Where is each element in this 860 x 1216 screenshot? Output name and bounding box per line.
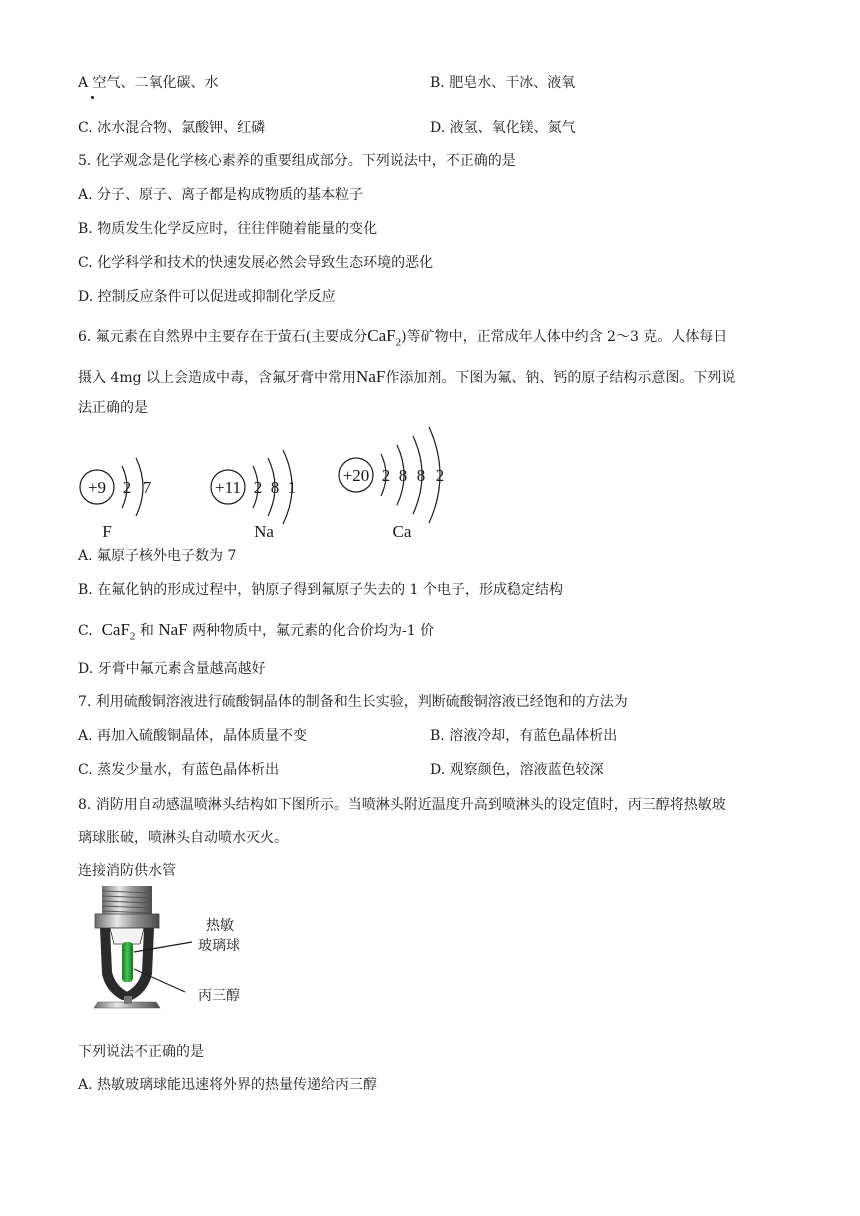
q5-option-b: B. 物质发生化学反应时，往往伴随着能量的变化	[78, 221, 378, 237]
q6-option-c-text: 两种物质中，氟元素的化合价均为-1 价	[192, 623, 435, 639]
q6-option-c-and: 和	[139, 623, 154, 639]
q6-option-c	[78, 620, 434, 646]
q7-option-c: C. 蒸发少量水，有蓝色晶体析出	[78, 762, 280, 778]
q6-stem-line1	[78, 326, 727, 352]
element-symbol-f: F	[102, 522, 112, 541]
q6-stem2-a: 摄入 4mg 以上会造成中毒，含氟牙膏中常用	[78, 370, 357, 386]
mark-dot	[91, 96, 94, 99]
nucleus-charge-ca: +20	[342, 466, 370, 485]
q4-option-a: A 空气、二氧化碳、水	[78, 75, 219, 91]
label-glass-bulb: 玻璃球	[198, 939, 240, 954]
q8-figure-title: 连接消防供水管	[78, 863, 176, 879]
label-glycerol: 丙三醇	[198, 989, 240, 1004]
nucleus-charge-f: +9	[87, 478, 107, 497]
element-symbol-na: Na	[254, 522, 274, 541]
shell-count-ca-1: 2	[381, 466, 391, 485]
q8-stem-line2: 璃球胀破，喷淋头自动喷水灭火。	[78, 830, 288, 846]
q7-option-a: A. 再加入硫酸铜晶体，晶体质量不变	[78, 728, 308, 744]
q7-stem: 7. 利用硫酸铜溶液进行硫酸铜晶体的制备和生长实验，判断硫酸铜溶液已经饱和的方法为	[78, 694, 628, 710]
q4-option-d: D. 液氢、氧化镁、氮气	[430, 120, 576, 136]
shell-count-ca-3: 8	[416, 466, 426, 485]
q5-option-d: D. 控制反应条件可以促进或抑制化学反应	[78, 289, 336, 305]
q4-option-c: C. 冰水混合物、氯酸钾、红磷	[78, 120, 266, 136]
shell-count-na-2: 8	[270, 478, 280, 497]
shell-count-f-1: 2	[122, 478, 132, 497]
formula-caf2: CaF$_2$	[367, 326, 402, 349]
sprinkler-head-illustration	[80, 884, 260, 1029]
q6-option-b: B. 在氟化钠的形成过程中，钠原子得到氟原子失去的 1 个电子，形成稳定结构	[78, 582, 563, 598]
shell-count-ca-4: 2	[435, 466, 445, 485]
q6-option-a: A. 氟原子核外电子数为 7	[78, 548, 237, 564]
q6-option-c-label: C.	[78, 623, 93, 639]
element-symbol-ca: Ca	[392, 522, 412, 541]
q6-stem2-b: 作添加剂。下图为氟、钠、钙的原子结构示意图。下列说	[385, 370, 736, 386]
q7-option-d: D. 观察颜色，溶液蓝色较深	[430, 762, 604, 778]
q6-stem1-b: )等矿物中，正常成年人体中约含 2～3 克。人体每日	[401, 329, 728, 345]
q5-option-c: C. 化学科学和技术的快速发展必然会导致生态环境的恶化	[78, 255, 434, 271]
q6-stem-line2	[78, 367, 735, 388]
shell-count-na-3: 1	[287, 478, 297, 497]
shell-count-ca-2: 8	[398, 466, 408, 485]
label-heat-sensitive: 热敏	[206, 919, 234, 934]
formula-naf: NaF	[356, 367, 386, 386]
q8-question: 下列说法不正确的是	[78, 1044, 204, 1060]
atom-structure-diagrams	[70, 420, 470, 545]
q6-stem-line3: 法正确的是	[78, 400, 148, 416]
formula-caf2-option: CaF$_2$	[101, 620, 136, 643]
q6-stem1-a: 6. 氟元素在自然界中主要存在于萤石(主要成分	[78, 329, 368, 345]
q8-stem-line1: 8. 消防用自动感温喷淋头结构如下图所示。当喷淋头附近温度升高到喷淋头的设定值时，丙三醇将热敏玻	[78, 797, 726, 813]
q5-option-a: A. 分子、原子、离子都是构成物质的基本粒子	[78, 187, 364, 203]
nucleus-charge-na: +11	[215, 478, 241, 497]
q7-option-b: B. 溶液冷却，有蓝色晶体析出	[430, 728, 618, 744]
shell-count-f-2: 7	[142, 478, 152, 497]
pointer-bulb	[134, 942, 192, 952]
q4-option-b: B. 肥皂水、干冰、液氧	[430, 75, 576, 91]
q6-option-d: D. 牙膏中氟元素含量越高越好	[78, 661, 266, 677]
q5-stem: 5. 化学观念是化学核心素养的重要组成部分。下列说法中，不正确的是	[78, 153, 516, 169]
glass-bulb	[122, 942, 133, 982]
thread-section	[95, 886, 159, 928]
q8-option-a: A. 热敏玻璃球能迅速将外界的热量传递给丙三醇	[78, 1077, 378, 1093]
shell-count-na-1: 2	[253, 478, 263, 497]
formula-naf-option: NaF	[158, 620, 188, 639]
